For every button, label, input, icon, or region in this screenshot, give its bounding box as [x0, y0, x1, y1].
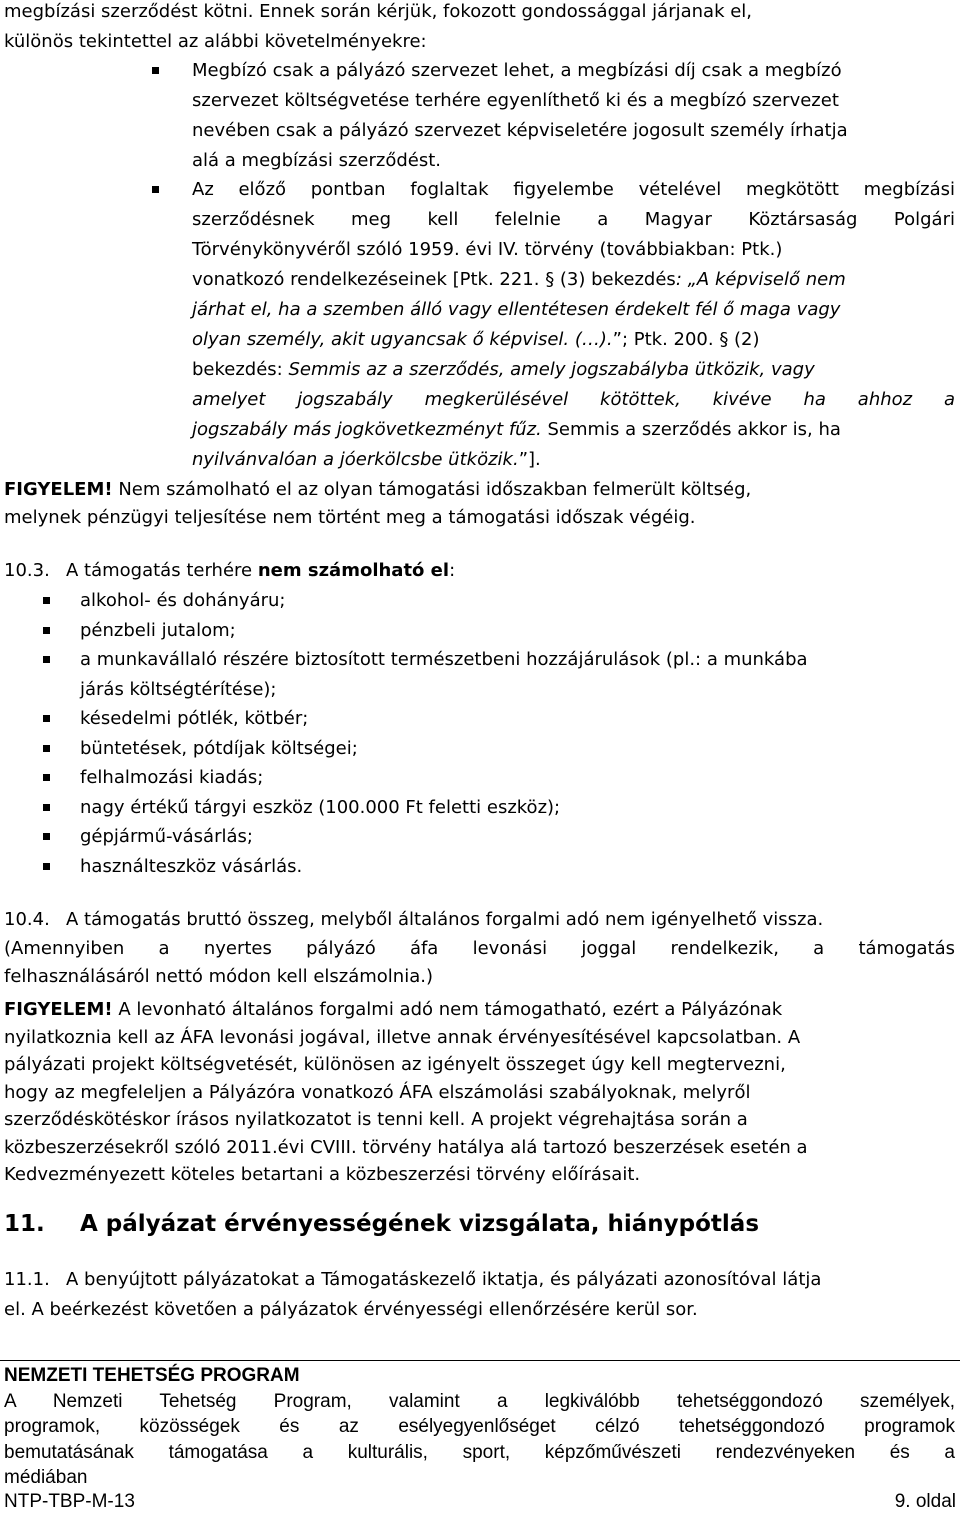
bullet-square-icon: [43, 627, 50, 634]
page-number: 9. oldal: [894, 1491, 956, 1512]
list-item: pénzbeli jutalom;: [80, 620, 236, 641]
bullet-square-icon: [43, 774, 50, 781]
req-2-line-6: olyan személy, akit ugyancsak ő képvisel. (…).”; Ptk. 200. § (2): [192, 329, 760, 350]
section-10-4-line-1: A támogatás bruttó összeg, melyből általános forgalmi adó nem igényelhető vissza.: [66, 909, 824, 930]
list-item: használteszköz vásárlás.: [80, 856, 303, 877]
bullet-square-icon: [43, 745, 50, 752]
intro-line-1: megbízási szerződést kötni. Ennek során kérjük, fokozott gondossággal járjanak el,: [4, 1, 753, 22]
footer-line-2: programok, közösségek és az esélyegyenlőséget célzó tehetséggondozó programok: [4, 1416, 955, 1437]
bullet-square-icon: [43, 597, 50, 604]
bullet-square-icon: [152, 186, 159, 193]
list-item-continuation: járás költségtérítése);: [80, 679, 277, 700]
req-2-line-1: Az előző pontban foglaltak figyelembe vételével megkötött megbízási: [192, 179, 955, 200]
list-item: a munkavállaló részére biztosított természetbeni hozzájárulások (pl.: a munkába: [80, 649, 808, 670]
list-item: felhalmozási kiadás;: [80, 767, 264, 788]
warning-2-line-3: pályázati projekt költségvetését, különösen az igényelt összeget úgy kell megtervezni,: [4, 1054, 786, 1075]
req-2-line-3: Törvénykönyvéről szóló 1959. évi IV. törvény (továbbiakban: Ptk.): [192, 239, 783, 260]
footer-line-1: A Nemzeti Tehetség Program, valamint a legkiválóbb tehetséggondozó személyek,: [4, 1391, 955, 1412]
list-item: nagy értékű tárgyi eszköz (100.000 Ft feletti eszköz);: [80, 797, 561, 818]
list-item: gépjármű-vásárlás;: [80, 826, 253, 847]
bullet-square-icon: [43, 715, 50, 722]
section-10-3-text: A támogatás terhére nem számolható el:: [66, 560, 456, 581]
section-11-number: 11.: [4, 1211, 45, 1237]
req-1-line-3: nevében csak a pályázó szervezet képviseletére jogosult személy írhatja: [192, 120, 848, 141]
bullet-square-icon: [43, 656, 50, 663]
warning-2-line-5: szerződéskötéskor írásos nyilatkozatot is tenni kell. A projekt végrehajtása során a: [4, 1109, 748, 1130]
bullet-square-icon: [152, 67, 159, 74]
warning-label: FIGYELEM!: [4, 479, 113, 500]
section-11-1-line-2: el. A beérkezést követően a pályázatok érvényességi ellenőrzésére kerül sor.: [4, 1299, 698, 1320]
req-2-line-8: amelyet jogszabály megkerülésével kötöttek, kivéve ha ahhoz a: [192, 389, 955, 410]
footer-divider: [0, 1360, 960, 1361]
section-10-4-line-2: (Amennyiben a nyertes pályázó áfa levonási joggal rendelkezik, a támogatás: [4, 938, 955, 959]
req-1-line-1: Megbízó csak a pályázó szervezet lehet, a megbízási díj csak a megbízó: [192, 60, 842, 81]
req-2-line-4: vonatkozó rendelkezéseinek [Ptk. 221. § (3) bekezdés: „A képviselő nem: [192, 269, 846, 290]
warning-label: FIGYELEM!: [4, 999, 113, 1020]
warning-1-line-2: melynek pénzügyi teljesítése nem történt meg a támogatási időszak végéig.: [4, 507, 696, 528]
section-10-4-number: 10.4.: [4, 909, 50, 930]
warning-2-line-1: FIGYELEM! A levonható általános forgalmi adó nem támogatható, ezért a Pályázónak: [4, 999, 783, 1020]
req-2-line-10: nyilvánvalóan a jóerkölcsbe ütközik.”].: [192, 449, 541, 470]
warning-2-line-4: hogy az megfeleljen a Pályázóra vonatkozó ÁFA elszámolási szabályoknak, melyről: [4, 1082, 751, 1103]
warning-2-line-6: közbeszerzésekről szóló 2011.évi CVIII. törvény hatálya alá tartozó beszerzések esetén a: [4, 1137, 808, 1158]
bullet-square-icon: [43, 833, 50, 840]
req-1-line-2: szervezet költségvetése terhére egyenlíthető ki és a megbízó szervezet: [192, 90, 839, 111]
footer-code: NTP-TBP-M-13: [4, 1491, 135, 1512]
warning-2-line-7: Kedvezményezett köteles betartani a közbeszerzési törvény előírásait.: [4, 1164, 641, 1185]
footer-line-4: médiában: [4, 1467, 88, 1488]
footer-title: NEMZETI TEHETSÉG PROGRAM: [4, 1365, 300, 1386]
section-11-1-line-1: A benyújtott pályázatokat a Támogatáskezelő iktatja, és pályázati azonosítóval látja: [66, 1269, 822, 1290]
req-2-line-2: szerződésnek meg kell felelnie a Magyar Köztársaság Polgári: [192, 209, 955, 230]
warning-1-line-1: FIGYELEM! Nem számolható el az olyan támogatási időszakban felmerült költség,: [4, 479, 752, 500]
req-2-line-9: jogszabály más jogkövetkezményt fűz. Semmis a szerződés akkor is, ha: [192, 419, 841, 440]
intro-line-2: különös tekintettel az alábbi követelményekre:: [4, 31, 427, 52]
req-2-line-7: bekezdés: Semmis az a szerződés, amely jogszabályba ütközik, vagy: [192, 359, 815, 380]
req-2-line-5: járhat el, ha a szemben álló vagy ellentétesen érdekelt fél ő maga vagy: [192, 299, 841, 320]
section-11-1-number: 11.1.: [4, 1269, 50, 1290]
section-11-title: A pályázat érvényességének vizsgálata, hiánypótlás: [80, 1211, 760, 1237]
warning-2-line-2: nyilatkoznia kell az ÁFA levonási jogával, illetve annak érvényesítésével kapcsolatban. A: [4, 1027, 801, 1048]
footer-line-3: bemutatásának támogatása a kulturális, sport, képzőművészeti rendezvényeken és a: [4, 1442, 955, 1463]
section-10-4-line-3: felhasználásáról nettó módon kell elszámolnia.): [4, 966, 433, 987]
list-item: késedelmi pótlék, kötbér;: [80, 708, 309, 729]
bullet-square-icon: [43, 863, 50, 870]
list-item: alkohol- és dohányáru;: [80, 590, 286, 611]
bullet-square-icon: [43, 804, 50, 811]
req-1-line-4: alá a megbízási szerződést.: [192, 150, 441, 171]
section-10-3-number: 10.3.: [4, 560, 50, 581]
list-item: büntetések, pótdíjak költségei;: [80, 738, 358, 759]
